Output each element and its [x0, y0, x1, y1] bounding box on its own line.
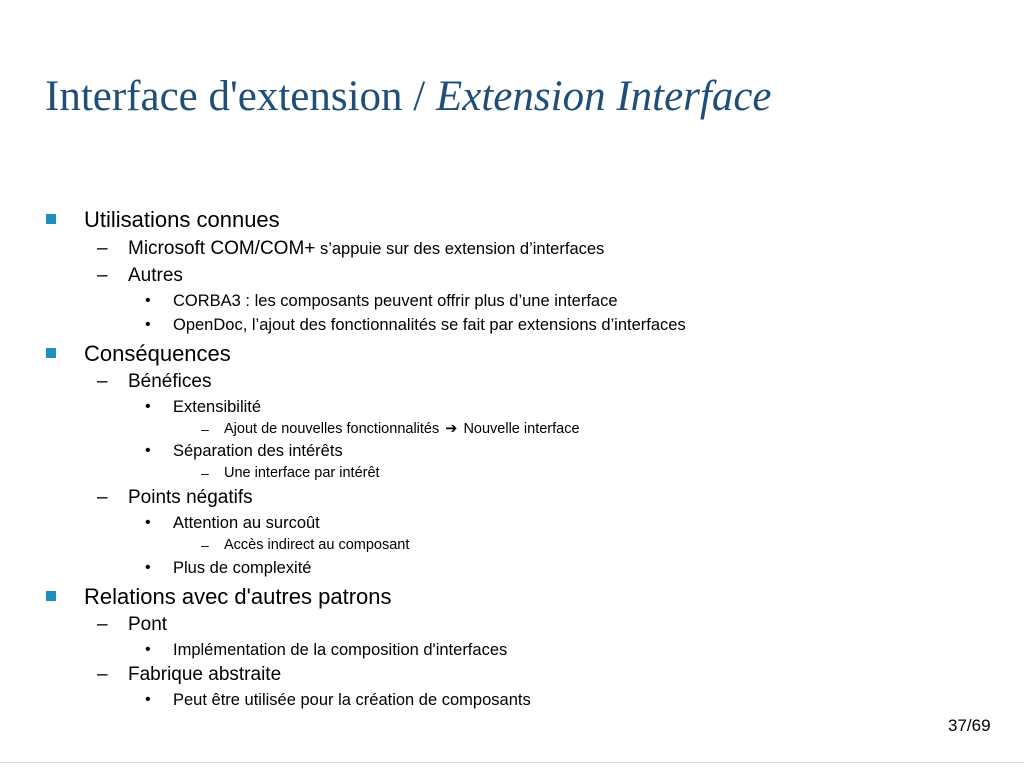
item-plus-complexite: Plus de complexité [173, 559, 312, 577]
nouvelle-interface-text: Nouvelle interface [463, 421, 580, 437]
dot-bullet: • [145, 316, 151, 333]
page-number: 37/69 [948, 716, 991, 735]
item-peut-etre: Peut être utilisée pour la création de composants [173, 691, 531, 709]
item-pont: Pont [128, 614, 168, 635]
com-product: Microsoft COM/COM+ [128, 238, 316, 259]
item-points-negatifs: Points négatifs [128, 487, 253, 508]
section-heading-consequences: Conséquences [84, 341, 231, 366]
dash-marker: – [201, 537, 209, 553]
dot-bullet: • [145, 514, 151, 531]
dash-marker: – [97, 265, 108, 286]
dash-marker: – [97, 238, 108, 259]
section-heading-utilisations: Utilisations connues [84, 207, 280, 232]
item-separation: Séparation des intérêts [173, 442, 343, 460]
dot-bullet: • [145, 691, 151, 708]
com-description: s’appuie sur des extension d’interfaces [315, 240, 605, 258]
dot-bullet: • [145, 559, 151, 576]
dot-bullet: • [145, 641, 151, 658]
ajout-text: Ajout de nouvelles fonctionnalités [224, 421, 440, 437]
dot-bullet: • [145, 442, 151, 459]
item-benefices: Bénéfices [128, 371, 212, 392]
item-implementation: Implémentation de la composition d'interfaces [173, 641, 508, 659]
bottom-divider [0, 762, 1024, 763]
item-acces-indirect: Accès indirect au composant [224, 537, 410, 553]
item-autres: Autres [128, 265, 183, 286]
item-corba3: CORBA3 : les composants peuvent offrir plus d’une interface [173, 292, 618, 310]
item-une-interface: Une interface par intérêt [224, 465, 380, 481]
dash-marker: – [201, 421, 209, 437]
dot-bullet: • [145, 292, 151, 309]
dash-marker: – [201, 465, 209, 481]
square-bullet-icon [46, 214, 56, 224]
item-opendoc: OpenDoc, l’ajout des fonctionnalités se fait par extensions d’interfaces [173, 316, 686, 334]
arrow-right-icon: ➔ [445, 421, 458, 437]
section-heading-relations: Relations avec d'autres patrons [84, 584, 392, 609]
square-bullet-icon [46, 348, 56, 358]
item-microsoft-com [128, 239, 604, 258]
item-attention: Attention au surcoût [173, 514, 320, 532]
title-english: Extension Interface [436, 73, 772, 120]
dot-bullet: • [145, 398, 151, 415]
dash-marker: – [97, 614, 108, 635]
title-french: Interface d'extension / [45, 73, 436, 120]
item-ajout-fonctionnalites [224, 422, 580, 437]
item-extensibilite: Extensibilité [173, 398, 262, 416]
dash-marker: – [97, 664, 108, 685]
dash-marker: – [97, 487, 108, 508]
item-fabrique-abstraite: Fabrique abstraite [128, 664, 282, 685]
square-bullet-icon [46, 591, 56, 601]
dash-marker: – [97, 371, 108, 392]
